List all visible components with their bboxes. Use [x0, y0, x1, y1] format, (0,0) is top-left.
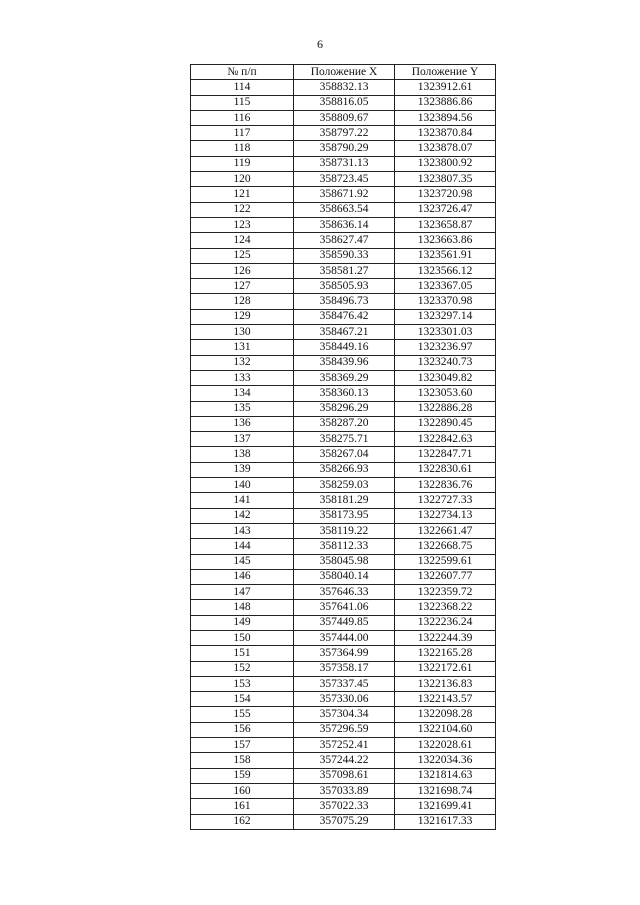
- cell-position-x: 358832.13: [294, 80, 395, 95]
- table-row: [191, 615, 496, 630]
- table-row: [191, 585, 496, 600]
- cell-position-x: 358467.21: [294, 325, 395, 340]
- cell-position-x: 358663.54: [294, 202, 395, 217]
- cell-point-number: 131: [191, 340, 294, 355]
- cell-position-x: 357244.22: [294, 753, 395, 768]
- cell-position-x: 358627.47: [294, 233, 395, 248]
- cell-position-x: 358296.29: [294, 401, 395, 416]
- cell-position-y: 1323800.92: [395, 156, 496, 171]
- cell-point-number: 128: [191, 294, 294, 309]
- cell-position-y: 1323566.12: [395, 263, 496, 278]
- cell-position-y: 1322143.57: [395, 692, 496, 707]
- table-row: [191, 783, 496, 798]
- cell-position-x: 358723.45: [294, 172, 395, 187]
- cell-position-x: 357304.34: [294, 707, 395, 722]
- table-row: [191, 110, 496, 125]
- table-row: [191, 539, 496, 554]
- cell-position-y: 1323240.73: [395, 355, 496, 370]
- table-row: [191, 753, 496, 768]
- cell-position-x: 357252.41: [294, 738, 395, 753]
- cell-point-number: 133: [191, 370, 294, 385]
- cell-position-y: 1322661.47: [395, 523, 496, 538]
- cell-position-x: 358790.29: [294, 141, 395, 156]
- cell-point-number: 124: [191, 233, 294, 248]
- table-row: [191, 676, 496, 691]
- cell-point-number: 130: [191, 325, 294, 340]
- cell-position-y: 1322734.13: [395, 508, 496, 523]
- cell-position-y: 1323726.47: [395, 202, 496, 217]
- cell-position-x: 357444.00: [294, 630, 395, 645]
- table-row: [191, 738, 496, 753]
- cell-point-number: 127: [191, 279, 294, 294]
- header-row: [191, 65, 496, 80]
- table-row: [191, 126, 496, 141]
- table-row: [191, 722, 496, 737]
- table-row: [191, 493, 496, 508]
- table-row: [191, 355, 496, 370]
- cell-position-x: 358505.93: [294, 279, 395, 294]
- table-row: [191, 661, 496, 676]
- cell-position-x: 358369.29: [294, 370, 395, 385]
- cell-position-y: 1321617.33: [395, 814, 496, 829]
- cell-position-y: 1322668.75: [395, 539, 496, 554]
- cell-point-number: 119: [191, 156, 294, 171]
- cell-point-number: 155: [191, 707, 294, 722]
- cell-point-number: 114: [191, 80, 294, 95]
- table-row: [191, 401, 496, 416]
- table-row: [191, 569, 496, 584]
- cell-point-number: 122: [191, 202, 294, 217]
- cell-point-number: 144: [191, 539, 294, 554]
- table-row: [191, 370, 496, 385]
- cell-position-x: 358267.04: [294, 447, 395, 462]
- cell-point-number: 143: [191, 523, 294, 538]
- cell-position-y: 1321814.63: [395, 768, 496, 783]
- table-row: [191, 416, 496, 431]
- header-position-x: Положение X: [294, 65, 395, 80]
- cell-position-x: 358112.33: [294, 539, 395, 554]
- cell-position-y: 1322359.72: [395, 585, 496, 600]
- cell-position-y: 1321698.74: [395, 783, 496, 798]
- cell-point-number: 154: [191, 692, 294, 707]
- cell-position-x: 358360.13: [294, 386, 395, 401]
- table-row: [191, 554, 496, 569]
- table-row: [191, 478, 496, 493]
- cell-point-number: 139: [191, 462, 294, 477]
- cell-position-y: 1323053.60: [395, 386, 496, 401]
- cell-point-number: 149: [191, 615, 294, 630]
- cell-position-y: 1323236.97: [395, 340, 496, 355]
- cell-position-x: 358449.16: [294, 340, 395, 355]
- cell-position-x: 357296.59: [294, 722, 395, 737]
- cell-position-x: 358173.95: [294, 508, 395, 523]
- cell-position-x: 358119.22: [294, 523, 395, 538]
- cell-position-x: 358287.20: [294, 416, 395, 431]
- cell-point-number: 152: [191, 661, 294, 676]
- table-row: [191, 172, 496, 187]
- cell-point-number: 161: [191, 799, 294, 814]
- cell-position-y: 1323561.91: [395, 248, 496, 263]
- table-row: [191, 707, 496, 722]
- cell-point-number: 159: [191, 768, 294, 783]
- table-row: [191, 325, 496, 340]
- cell-position-x: 357033.89: [294, 783, 395, 798]
- cell-point-number: 146: [191, 569, 294, 584]
- table-row: [191, 217, 496, 232]
- table-row: [191, 248, 496, 263]
- table-row: [191, 233, 496, 248]
- table-row: [191, 447, 496, 462]
- cell-position-x: 357075.29: [294, 814, 395, 829]
- table-row: [191, 432, 496, 447]
- cell-position-y: 1323367.05: [395, 279, 496, 294]
- cell-position-x: 357449.85: [294, 615, 395, 630]
- table-row: [191, 768, 496, 783]
- table-row: [191, 799, 496, 814]
- cell-position-y: 1323720.98: [395, 187, 496, 202]
- cell-position-x: 357330.06: [294, 692, 395, 707]
- cell-position-x: 358040.14: [294, 569, 395, 584]
- cell-point-number: 160: [191, 783, 294, 798]
- cell-position-x: 358581.27: [294, 263, 395, 278]
- cell-position-x: 357022.33: [294, 799, 395, 814]
- table-row: [191, 692, 496, 707]
- cell-point-number: 151: [191, 646, 294, 661]
- cell-point-number: 138: [191, 447, 294, 462]
- cell-position-x: 358636.14: [294, 217, 395, 232]
- table-row: [191, 600, 496, 615]
- cell-position-x: 358439.96: [294, 355, 395, 370]
- cell-position-y: 1322028.61: [395, 738, 496, 753]
- cell-point-number: 142: [191, 508, 294, 523]
- table-row: [191, 646, 496, 661]
- cell-point-number: 156: [191, 722, 294, 737]
- cell-point-number: 117: [191, 126, 294, 141]
- table-row: [191, 202, 496, 217]
- cell-point-number: 136: [191, 416, 294, 431]
- cell-position-x: 358809.67: [294, 110, 395, 125]
- table-row: [191, 508, 496, 523]
- cell-position-y: 1322599.61: [395, 554, 496, 569]
- cell-position-x: 358797.22: [294, 126, 395, 141]
- cell-point-number: 162: [191, 814, 294, 829]
- cell-position-y: 1322236.24: [395, 615, 496, 630]
- cell-position-x: 358045.98: [294, 554, 395, 569]
- table-row: [191, 630, 496, 645]
- cell-point-number: 132: [191, 355, 294, 370]
- cell-position-y: 1322165.28: [395, 646, 496, 661]
- cell-position-y: 1322886.28: [395, 401, 496, 416]
- table-row: [191, 309, 496, 324]
- cell-position-y: 1322842.63: [395, 432, 496, 447]
- cell-position-x: 357364.99: [294, 646, 395, 661]
- cell-position-x: 357098.61: [294, 768, 395, 783]
- table-row: [191, 279, 496, 294]
- cell-position-x: 358816.05: [294, 95, 395, 110]
- table-row: [191, 462, 496, 477]
- cell-position-x: 358496.73: [294, 294, 395, 309]
- cell-position-y: 1322104.60: [395, 722, 496, 737]
- table-header: [191, 65, 496, 80]
- cell-position-x: 358275.71: [294, 432, 395, 447]
- cell-point-number: 153: [191, 676, 294, 691]
- table-row: [191, 523, 496, 538]
- coordinates-table: [190, 64, 496, 830]
- cell-point-number: 121: [191, 187, 294, 202]
- cell-point-number: 157: [191, 738, 294, 753]
- cell-point-number: 134: [191, 386, 294, 401]
- cell-position-y: 1322847.71: [395, 447, 496, 462]
- cell-position-y: 1323301.03: [395, 325, 496, 340]
- cell-point-number: 147: [191, 585, 294, 600]
- cell-position-y: 1323894.56: [395, 110, 496, 125]
- cell-position-y: 1323049.82: [395, 370, 496, 385]
- cell-position-y: 1322607.77: [395, 569, 496, 584]
- cell-position-x: 357641.06: [294, 600, 395, 615]
- table-row: [191, 187, 496, 202]
- cell-point-number: 118: [191, 141, 294, 156]
- cell-point-number: 158: [191, 753, 294, 768]
- header-point-number: № п/п: [191, 65, 294, 80]
- cell-point-number: 145: [191, 554, 294, 569]
- cell-position-y: 1323370.98: [395, 294, 496, 309]
- page-number: 6: [317, 37, 323, 51]
- cell-position-y: 1322136.83: [395, 676, 496, 691]
- cell-position-y: 1322727.33: [395, 493, 496, 508]
- cell-position-x: 357646.33: [294, 585, 395, 600]
- cell-position-y: 1322098.28: [395, 707, 496, 722]
- table-row: [191, 95, 496, 110]
- cell-position-x: 358731.13: [294, 156, 395, 171]
- cell-position-x: 358671.92: [294, 187, 395, 202]
- cell-position-y: 1322034.36: [395, 753, 496, 768]
- cell-position-x: 357358.17: [294, 661, 395, 676]
- cell-position-y: 1322244.39: [395, 630, 496, 645]
- cell-position-x: 358259.03: [294, 478, 395, 493]
- table-row: [191, 386, 496, 401]
- cell-position-x: 358590.33: [294, 248, 395, 263]
- cell-point-number: 148: [191, 600, 294, 615]
- cell-position-y: 1323878.07: [395, 141, 496, 156]
- table-body: [191, 80, 496, 830]
- table-row: [191, 814, 496, 829]
- table-row: [191, 340, 496, 355]
- cell-position-x: 357337.45: [294, 676, 395, 691]
- cell-position-y: 1323663.86: [395, 233, 496, 248]
- cell-position-y: 1323912.61: [395, 80, 496, 95]
- cell-point-number: 135: [191, 401, 294, 416]
- cell-position-y: 1323658.87: [395, 217, 496, 232]
- table-row: [191, 263, 496, 278]
- cell-position-y: 1322172.61: [395, 661, 496, 676]
- cell-point-number: 115: [191, 95, 294, 110]
- cell-position-y: 1322830.61: [395, 462, 496, 477]
- cell-point-number: 116: [191, 110, 294, 125]
- cell-position-y: 1322890.45: [395, 416, 496, 431]
- table-row: [191, 156, 496, 171]
- cell-position-x: 358266.93: [294, 462, 395, 477]
- cell-position-x: 358476.42: [294, 309, 395, 324]
- cell-point-number: 120: [191, 172, 294, 187]
- cell-point-number: 126: [191, 263, 294, 278]
- cell-position-y: 1323807.35: [395, 172, 496, 187]
- cell-position-y: 1322836.76: [395, 478, 496, 493]
- cell-point-number: 123: [191, 217, 294, 232]
- cell-point-number: 141: [191, 493, 294, 508]
- cell-point-number: 129: [191, 309, 294, 324]
- cell-position-x: 358181.29: [294, 493, 395, 508]
- cell-point-number: 150: [191, 630, 294, 645]
- header-position-y: Положение Y: [395, 65, 496, 80]
- cell-point-number: 137: [191, 432, 294, 447]
- cell-position-y: 1322368.22: [395, 600, 496, 615]
- cell-point-number: 125: [191, 248, 294, 263]
- table-row: [191, 294, 496, 309]
- cell-position-y: 1323870.84: [395, 126, 496, 141]
- cell-point-number: 140: [191, 478, 294, 493]
- table-row: [191, 141, 496, 156]
- cell-position-y: 1323297.14: [395, 309, 496, 324]
- cell-position-y: 1323886.86: [395, 95, 496, 110]
- cell-position-y: 1321699.41: [395, 799, 496, 814]
- table-row: [191, 80, 496, 95]
